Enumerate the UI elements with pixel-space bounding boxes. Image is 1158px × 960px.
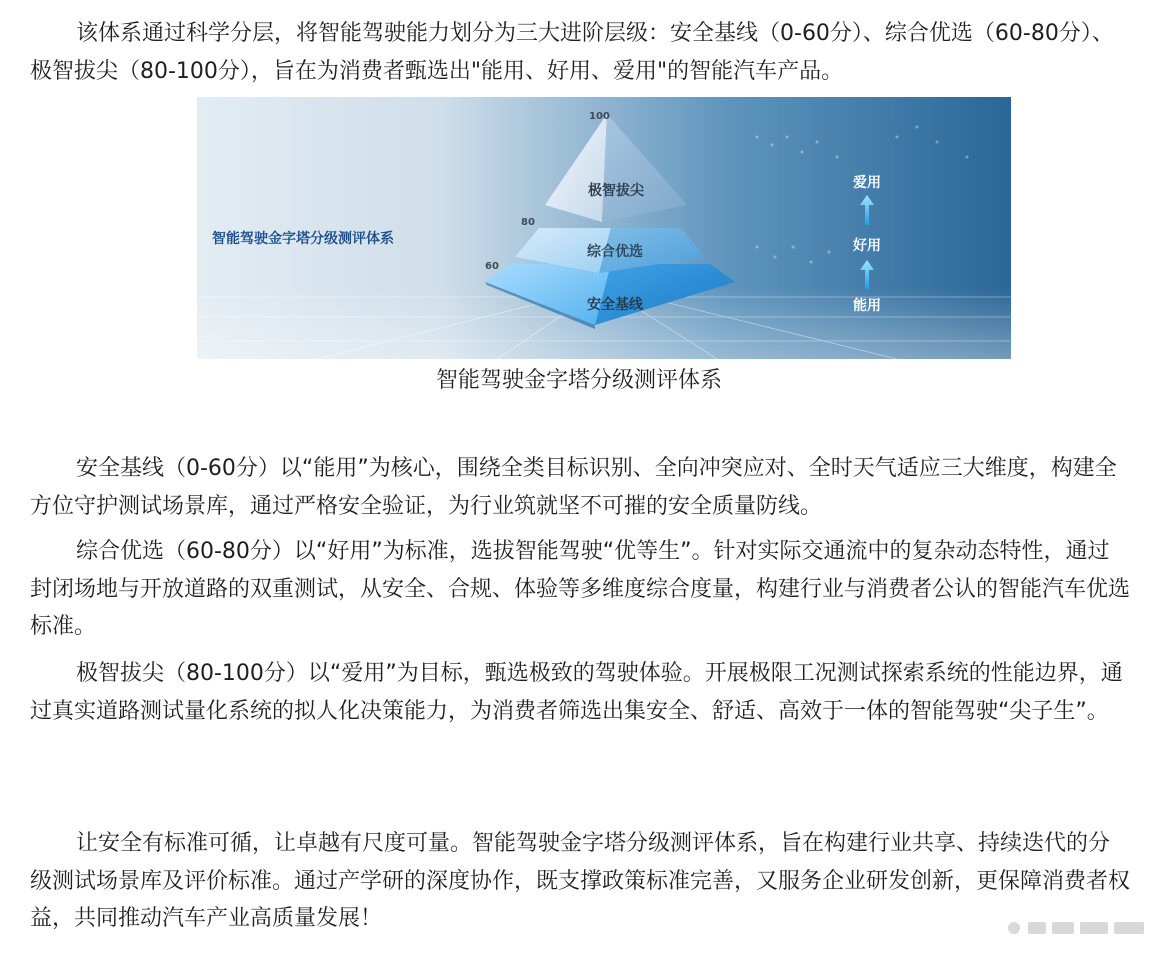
- tier-label-bottom: 安全基线: [587, 297, 643, 313]
- figure-title: 智能驾驶金字塔分级测评体系: [212, 231, 394, 247]
- score-100: 100: [589, 111, 610, 122]
- tier-label-middle: 综合优选: [587, 244, 643, 260]
- paragraph-top-tier: 极智拔尖（80-100分）以“爱用”为目标，甄选极致的驾驶体验。开展极限工况测试探索系统的性能边界，通过真实道路测试量化系统的拟人化决策能力，为消费者筛选出集安全、舒适、高效于一体的智能驾驶“尖子生”。: [30, 661, 1123, 724]
- score-80: 80: [521, 217, 535, 228]
- figure-caption: 智能驾驶金字塔分级测评体系: [435, 368, 722, 393]
- paragraph-conclusion: 让安全有标准可循，让卓越有尺度可量。智能驾驶金字塔分级测评体系，旨在构建行业共享、持续迭代的分级测试场景库及评价标准。通过产学研的深度协作，既支撑政策标准完善，又服务企业研发创新，更保障消费者权益，共同推动汽车产业高质量发展！: [30, 831, 1131, 931]
- ladder-middle-label: 好用: [853, 238, 881, 254]
- tier-label-top: 极智拔尖: [588, 183, 644, 199]
- paragraph-comprehensive: 综合优选（60-80分）以“好用”为标准，选拔智能驾驶“优等生”。针对实际交通流中的复杂动态特性，通过封闭场地与开放道路的双重测试，从安全、合规、体验等多维度综合度量，构建行业与消费者公认的智能汽车优选标准。: [30, 539, 1131, 639]
- intro-paragraph: 该体系通过科学分层，将智能驾驶能力划分为三大进阶层级：安全基线（0-60分）、综合优选（60-80分）、极智拔尖（80-100分），旨在为消费者甄选出"能用、好用、爱用"的智能汽车产品。: [30, 21, 1114, 84]
- ladder-top-label: 爱用: [853, 175, 881, 191]
- pyramid-illustration: [197, 97, 1011, 359]
- score-60: 60: [485, 261, 499, 272]
- pyramid-figure: [197, 97, 1011, 359]
- watermark-logo: [1006, 920, 1146, 936]
- paragraph-safety-baseline: 安全基线（0-60分）以“能用”为核心，围绕全类目标识别、全向冲突应对、全时天气适应三大维度，构建全方位守护测试场景库，通过严格安全验证，为行业筑就坚不可摧的安全质量防线。: [30, 456, 1117, 519]
- ladder-bottom-label: 能用: [853, 298, 881, 314]
